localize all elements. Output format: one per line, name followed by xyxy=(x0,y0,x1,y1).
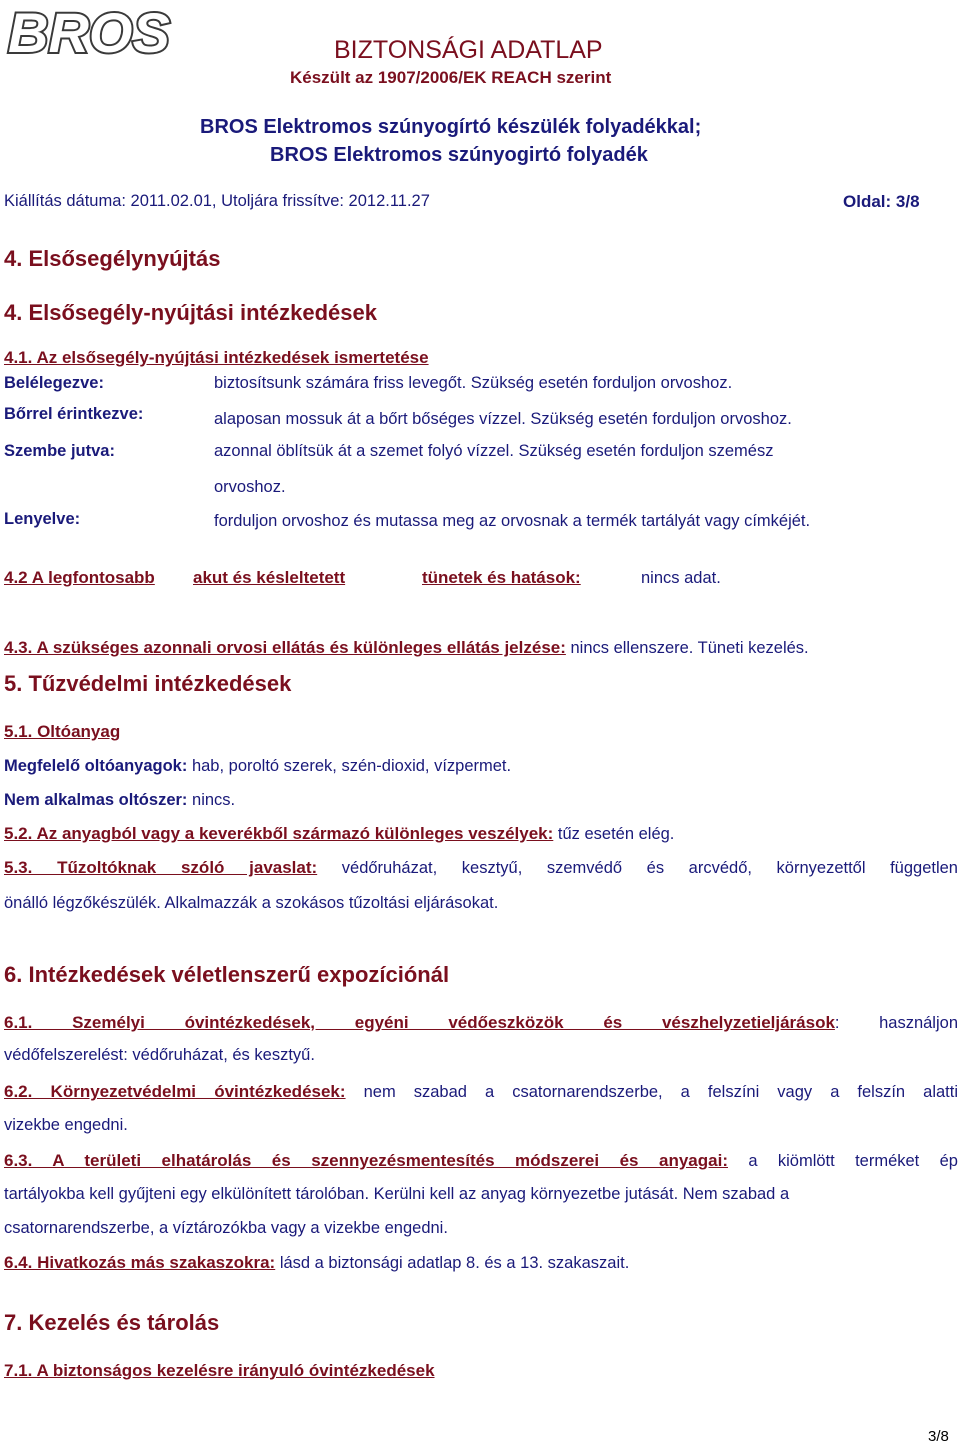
section-6-4-title: 6.4. Hivatkozás más szakaszokra: xyxy=(4,1253,276,1272)
section-5-3-title: 5.3. Tűzoltóknak szóló javaslat: xyxy=(4,858,318,877)
unsuitable-media-label: Nem alkalmas oltószer: xyxy=(4,791,188,809)
logo-text: BROS xyxy=(8,2,170,62)
section-5-3-line1 xyxy=(4,858,958,878)
section-4-2-title-part1: 4.2 A legfontosabb xyxy=(4,568,155,587)
inhalation-label: Belélegezve: xyxy=(4,374,104,392)
section-4-subheading: 4. Elsősegély-nyújtási intézkedések xyxy=(4,300,377,325)
eye-contact-label: Szembe jutva: xyxy=(4,442,115,460)
document-title: BIZTONSÁGI ADATLAP xyxy=(334,36,603,64)
skin-contact-label: Bőrrel érintkezve: xyxy=(4,405,144,423)
section-6-4 xyxy=(4,1253,629,1273)
ingestion-label: Lenyelve: xyxy=(4,510,81,528)
section-6-3-title: 6.3. A területi elhatárolás és szennyezésmentesítés módszerei és anyagai: xyxy=(4,1151,728,1170)
section-4-2-title-part2: akut és késleltetett xyxy=(193,568,346,587)
section-6-3-text: a kiömlött terméket ép xyxy=(748,1152,958,1170)
suitable-media-text: hab, poroltó szerek, szén-dioxid, vízpermet. xyxy=(191,757,512,775)
section-7-1-title: 7.1. A biztonságos kezelésre irányuló óvintézkedések xyxy=(4,1361,435,1380)
section-5-3-line2: önálló légzőkészülék. Alkalmazzák a szokásos tűzoltási eljárásokat. xyxy=(4,894,499,912)
section-4-2-text: nincs adat. xyxy=(641,569,721,587)
section-6-2-line2: vizekbe engedni. xyxy=(4,1116,128,1134)
section-6-3-line2: tartályokba kell gyűjteni egy elkülönített tárolóban. Kerülni kell az anyag környezetbe jutását. Nem szabad a xyxy=(4,1185,790,1203)
product-name-line2: BROS Elektromos szúnyogirtó folyadék xyxy=(270,144,648,166)
bros-logo-mark xyxy=(4,2,200,62)
eye-contact-text-cont: orvoshoz. xyxy=(214,478,286,496)
product-name-line1: BROS Elektromos szúnyogírtó készülék folyadékkal; xyxy=(200,116,702,138)
section-6-2-text: nem szabad a csatornarendszerbe, a felszíni vagy a felszín alatti xyxy=(363,1083,958,1101)
skin-contact-text: alaposan mossuk át a bőrt bőséges vízzel. Szükség esetén forduljon orvoshoz. xyxy=(214,410,792,428)
ingestion-text: forduljon orvoshoz és mutassa meg az orvosnak a termék tartályát vagy címkéjét. xyxy=(214,512,811,530)
section-5-2-text: tűz esetén elég. xyxy=(557,825,675,843)
document-subtitle: Készült az 1907/2006/EK REACH szerint xyxy=(290,68,612,87)
issue-date-info: Kiállítás dátuma: 2011.02.01, Utoljára frissítve: 2012.11.27 xyxy=(4,192,430,210)
section-6-1-line2: védőfelszerelést: védőruházat, és kesztyű. xyxy=(4,1046,315,1064)
section-4-1-title: 4.1. Az elsősegély-nyújtási intézkedések ismertetése xyxy=(4,348,429,367)
page-indicator: Oldal: 3/8 xyxy=(843,192,920,211)
section-6-1-title: 6.1. Személyi óvintézkedések, egyéni védőeszközök és vészhelyzetieljárások xyxy=(4,1013,835,1032)
section-5-2 xyxy=(4,824,674,844)
section-4-3-title: 4.3. A szükséges azonnali orvosi ellátás és különleges ellátás jelzése: xyxy=(4,638,566,657)
section-6-1-text: : használjon xyxy=(834,1014,958,1032)
unsuitable-media-text: nincs. xyxy=(192,791,236,809)
section-4-heading: 4. Elsősegélynyújtás xyxy=(4,246,221,271)
eye-contact-text: azonnal öblítsük át a szemet folyó vízzel. Szükség esetén forduljon szemész xyxy=(214,442,774,460)
section-6-2-line1 xyxy=(4,1082,958,1102)
section-6-2-title: 6.2. Környezetvédelmi óvintézkedések: xyxy=(4,1082,346,1101)
section-5-3-text: védőruházat, kesztyű, szemvédő és arcvédő, környezettől független xyxy=(341,859,958,877)
section-5-2-title: 5.2. Az anyagból vagy a keverékből származó különleges veszélyek: xyxy=(4,824,554,843)
section-6-4-text: lásd a biztonsági adatlap 8. és a 13. szakaszait. xyxy=(279,1254,630,1272)
suitable-media xyxy=(4,757,511,776)
inhalation-text: biztosítsunk számára friss levegőt. Szükség esetén forduljon orvoshoz. xyxy=(214,374,733,392)
bros-logo xyxy=(4,2,200,62)
section-4-3-text: nincs ellenszere. Tüneti kezelés. xyxy=(570,639,809,657)
section-6-3-line1 xyxy=(4,1151,958,1171)
section-7-heading: 7. Kezelés és tárolás xyxy=(4,1310,220,1335)
section-6-heading: 6. Intézkedések véletlenszerű expozíciónál xyxy=(4,962,450,987)
section-5-heading: 5. Tűzvédelmi intézkedések xyxy=(4,671,292,696)
section-4-3 xyxy=(4,638,809,658)
section-6-3-line3: csatornarendszerbe, a víztározókba vagy a vizekbe engedni. xyxy=(4,1219,448,1237)
unsuitable-media xyxy=(4,791,235,810)
suitable-media-label: Megfelelő oltóanyagok: xyxy=(4,757,188,775)
section-4-2-title-part3: tünetek és hatások: xyxy=(422,568,581,587)
section-6-1-line1 xyxy=(4,1013,958,1033)
section-5-1-title: 5.1. Oltóanyag xyxy=(4,722,121,741)
footer-page-number: 3/8 xyxy=(928,1428,949,1445)
